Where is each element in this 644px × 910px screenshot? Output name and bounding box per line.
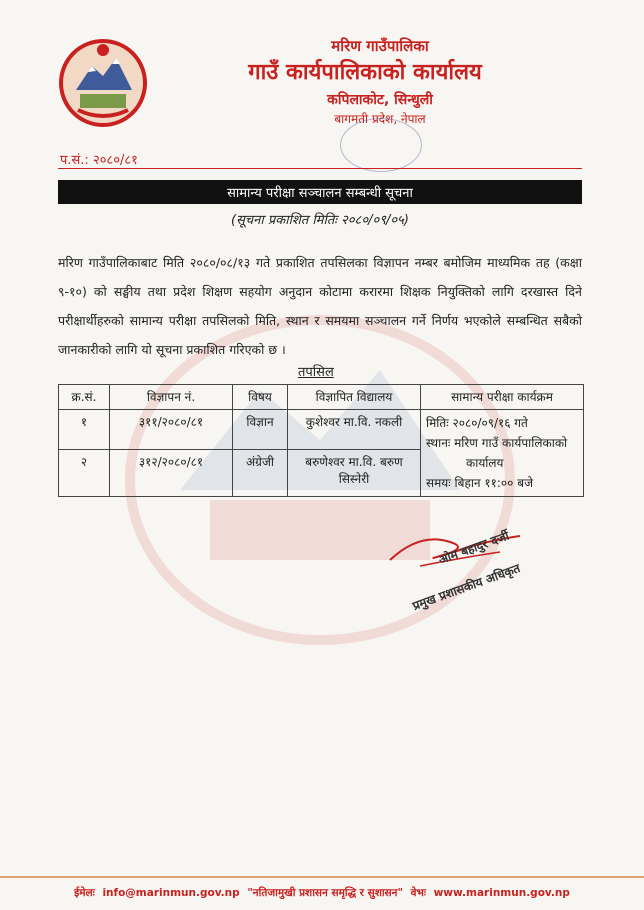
table-row: [59, 410, 584, 450]
header-ad-no: विज्ञापन नं.: [110, 385, 233, 410]
reference-value: २०८०/८१: [92, 153, 138, 168]
publish-date: (सूचना प्रकाशित मितिः २०८०/०९/०५): [231, 213, 409, 228]
header-sn: क्र.सं.: [59, 385, 110, 410]
cell-schedule: [421, 410, 584, 497]
notice-body: मरिण गाउँपालिकाबाट मिति २०८०/०८/१३ गते प्रकाशित तपसिलका विज्ञापन नम्बर बमोजिम माध्यमिक तह (कक्षा ९-१०) को सङ्घीय तथा प्रदेश शिक्षण सहयोग अनुदान कोटामा करारमा शिक्षक नियुक्तिको लागि दरखास्त दिने परीक्षार्थीहरुको सामान्य परीक्षा तपसिलको मिति, स्थान र समयमा सञ्चालन गर्ने निर्णय भएकोले सम्बन्धित सबैको जानकारीको लागि यो सूचना प्रकाशित गरिएको छ ।: [58, 255, 582, 357]
cell-subject: अंग्रेजी: [233, 450, 288, 497]
schedule-table: [58, 384, 584, 497]
footer-web: www.marinmun.gov.np: [433, 887, 570, 899]
office-province: बागमती प्रदेश, नेपाल: [334, 112, 426, 126]
footer-slogan: "नतिजामुखी प्रशासन समृद्धि र सुशासन": [247, 887, 403, 899]
cell-school: बरुणेश्वर मा.वि. बरुण सिस्नेरी: [288, 450, 421, 497]
org-name: मरिण गाउँपालिका: [331, 37, 429, 55]
cell-school: कुशेश्वर मा.वि. नकली: [288, 410, 421, 450]
header-divider: [58, 168, 582, 169]
table-header-row: [59, 385, 584, 410]
footer-email: info@marinmun.gov.np: [102, 887, 240, 899]
cell-ad-no: ३११/२०८०/८१: [110, 410, 233, 450]
nepal-emblem-icon: [58, 38, 148, 128]
notice-title: सामान्य परीक्षा सञ्चालन सम्बन्धी सूचना: [58, 180, 582, 204]
signatory-name: ओम बहादुर दर्जी: [436, 528, 511, 568]
schedule-place: स्थानः मरिण गाउँ कार्यपालिकाको: [426, 436, 568, 450]
office-name: गाउँ कार्यपालिकाको कार्यालय: [248, 60, 482, 85]
cell-sn: १: [59, 410, 110, 450]
cell-ad-no: ३१२/२०८०/८१: [110, 450, 233, 497]
signatory-title: प्रमुख प्रशासकीय अधिकृत: [410, 561, 523, 614]
footer-web-label: वेभः: [410, 887, 426, 899]
reference-number: [60, 150, 138, 168]
schedule-place-cont: कार्यालय: [466, 456, 504, 470]
office-stamp: [340, 118, 422, 172]
reference-label: प.सं.:: [60, 153, 89, 168]
footer: [0, 886, 644, 900]
schedule-date: मितिः २०८०/०९/१६ गते: [426, 416, 528, 430]
header-schedule: सामान्य परीक्षा कार्यक्रम: [421, 385, 584, 410]
footer-divider: [0, 876, 644, 878]
office-location: कपिलाकोट, सिन्धुली: [327, 92, 433, 108]
header-school: विज्ञापित विद्यालय: [288, 385, 421, 410]
schedule-time: समयः बिहान ११:०० बजे: [426, 476, 533, 490]
cell-sn: २: [59, 450, 110, 497]
footer-email-label: ईमेलः: [74, 887, 95, 899]
header-subject: विषय: [233, 385, 288, 410]
cell-subject: विज्ञान: [233, 410, 288, 450]
table-caption: तपसिल: [298, 365, 334, 380]
